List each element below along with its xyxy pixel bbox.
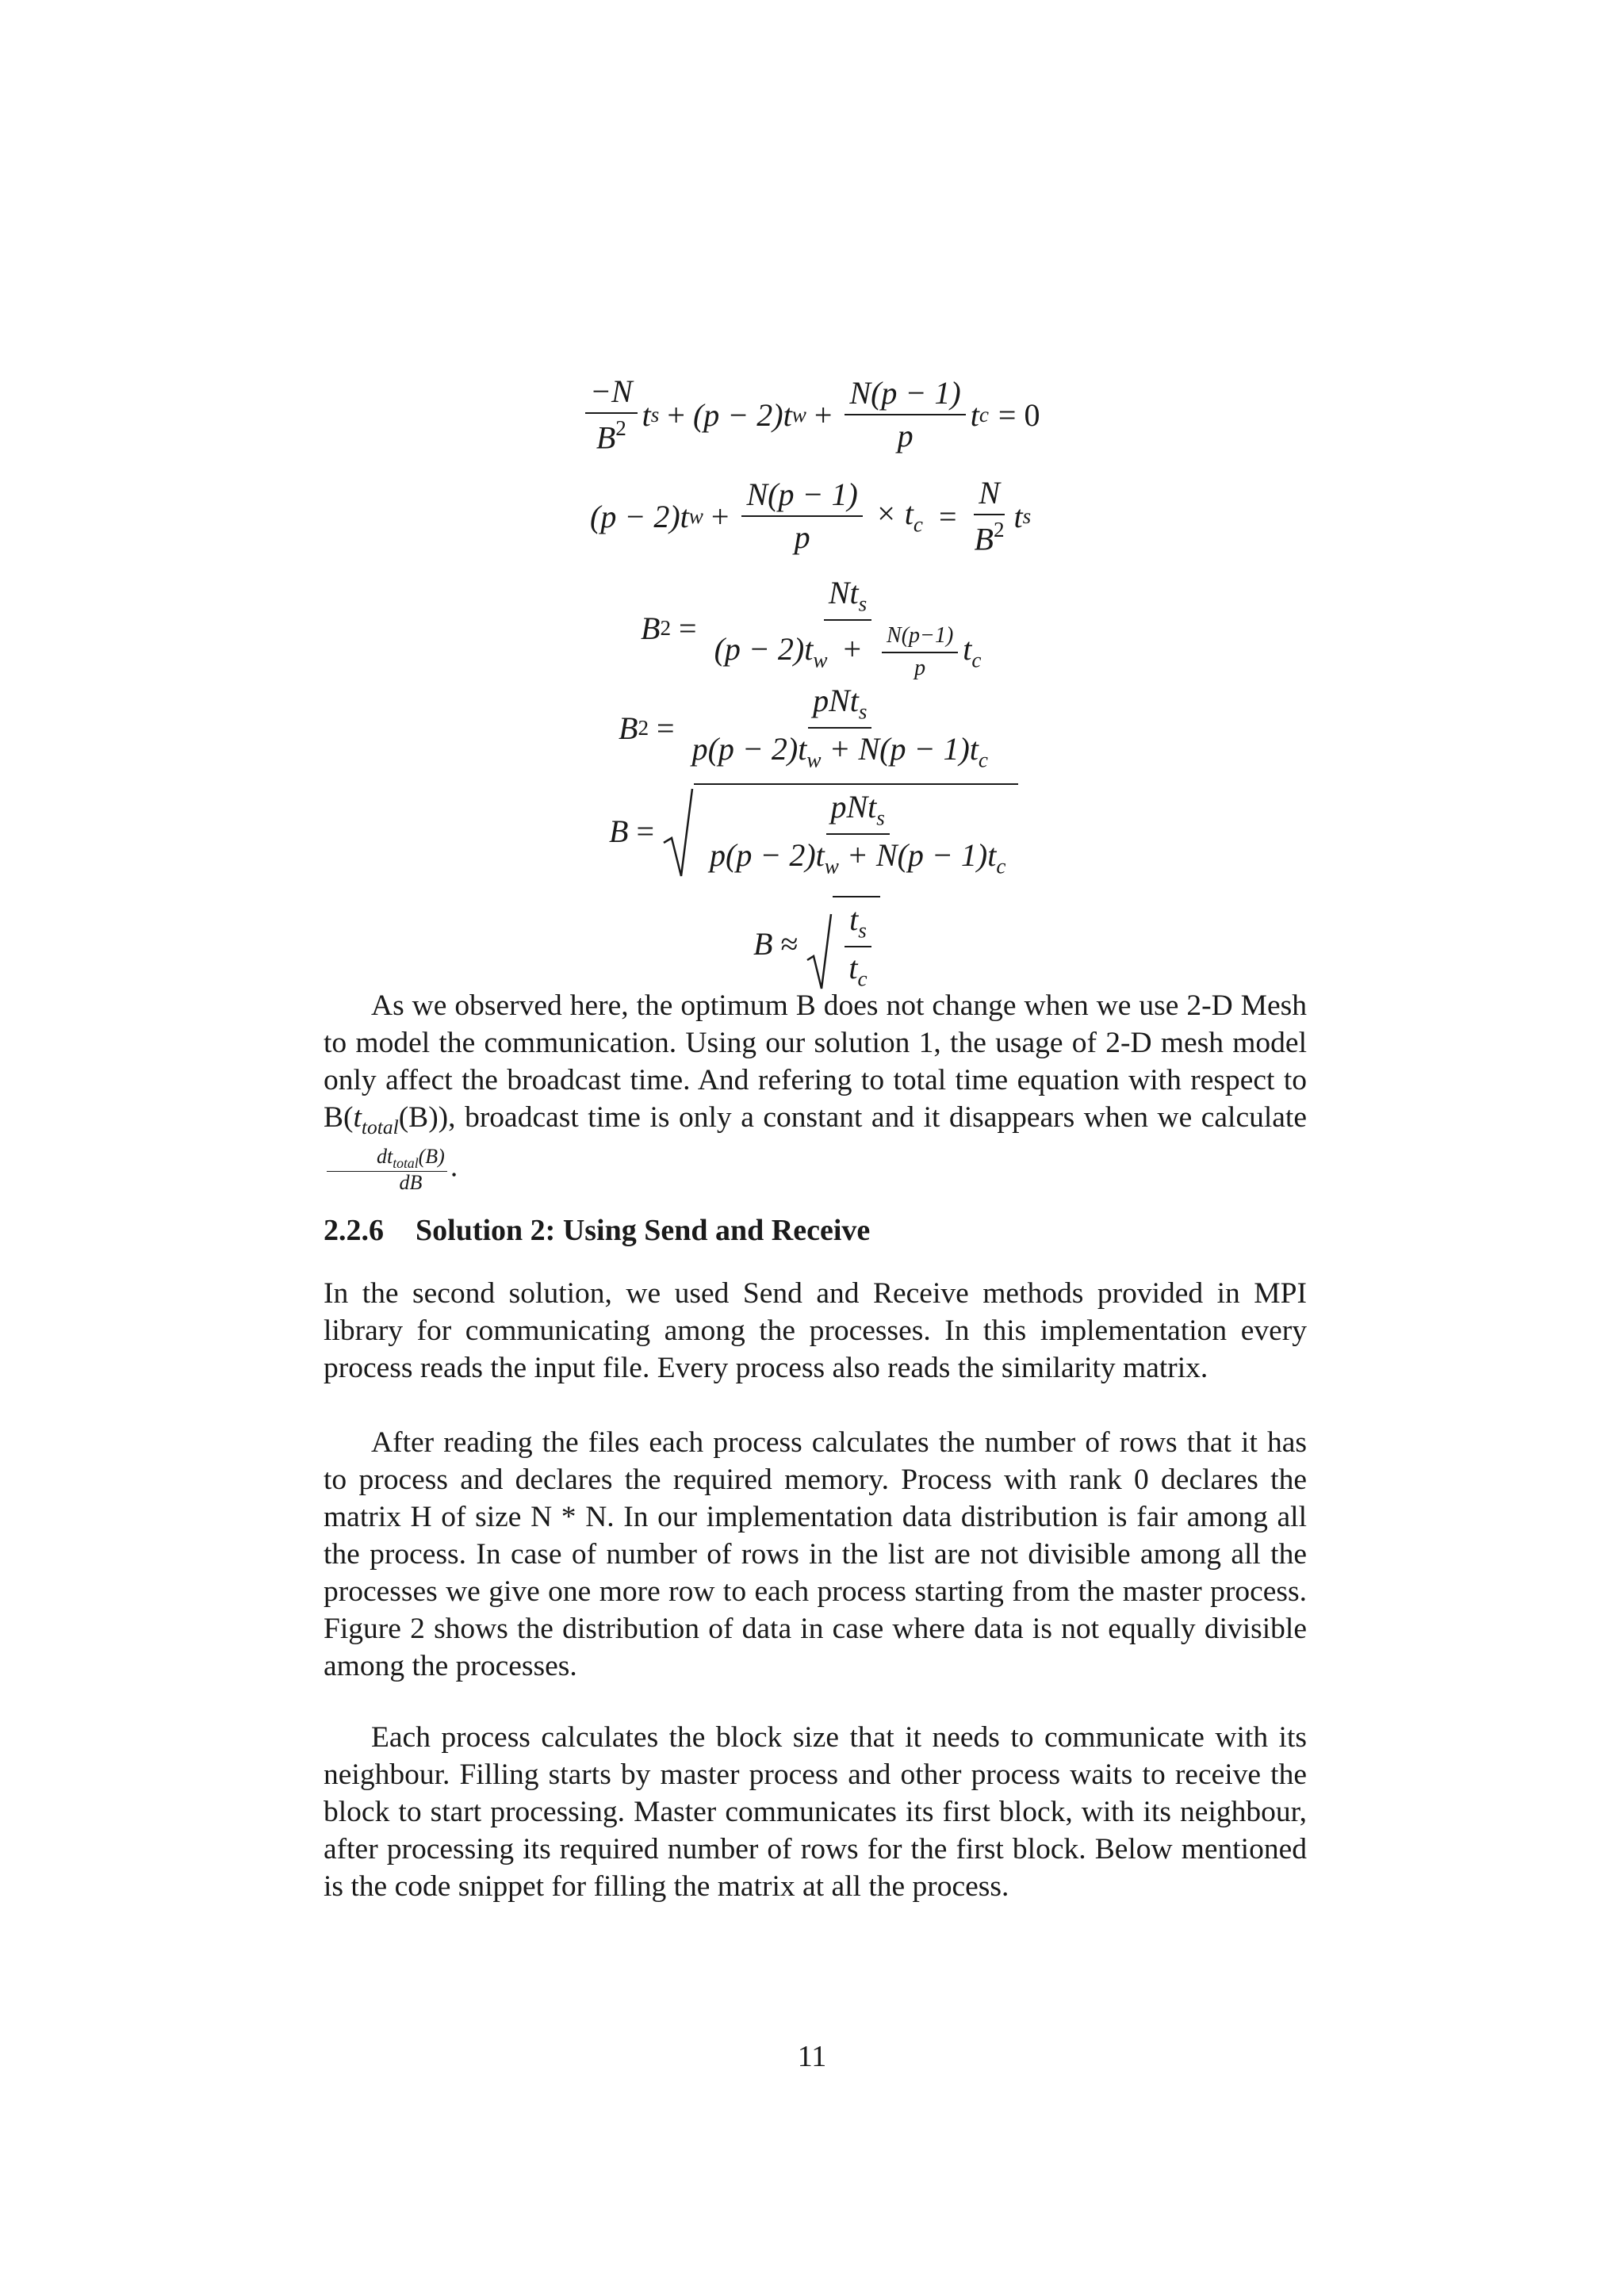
fraction: $\frac{pNt_s}{p(p - 2)t_w + N(p - 1)t_c}$ [691, 683, 988, 772]
fraction: $\frac{t_s}{t_c}$ [844, 902, 871, 992]
section-number: 2.2.6 [324, 1214, 384, 1247]
fraction: $\frac{pNt_s}{p(p - 2)t_w + N(p - 1)t_c}$ [710, 789, 1006, 878]
section-title: Solution 2: Using Send and Receive [416, 1214, 871, 1247]
fraction: $\frac{N(p - 1)}{p}$ [741, 477, 862, 555]
radical-sign [806, 896, 833, 992]
equation-2: (p − 2)t w + $\frac{N(p - 1)}{p}$ × $t_c$ = $\frac{N}{B^2}$ t s [590, 475, 1032, 557]
paragraph-optimum-b: As we observed here, the optimum B does not change when we use 2-D Mesh to model the communication. Using our solution 1, the usage of 2-D mesh model only affect the broadcast time. And refering to total time equation with respect to $B(t_{total}(B))$, broadcast time is only a constant and it disappears when we calculate $\frac{dt_{total}(B)}{dB}$ . [324, 989, 1307, 1194]
fraction: $\frac{-N}{B^2}$ [585, 374, 638, 455]
fraction: $\frac{N(p - 1)}{p}$ [845, 376, 965, 453]
square-root [662, 783, 1018, 879]
square-root [806, 896, 879, 992]
equation-5: B = $\frac{pNt_s}{p(p - 2)t_w + N(p - 1)t_c}$ [609, 783, 1018, 879]
page-number: 11 [797, 2040, 827, 2073]
equation-4: B 2 = $\frac{pNt_s}{p(p - 2)t_w + N(p - 1)t_c}$ [619, 683, 998, 773]
paragraph-block-communication: Each process calculates the block size that it needs to communicate with its neighbour. Filling starts by master process and other process waits to receive the block to start processing. Master communicates its first block, with its neighbour, after processing its required number of rows for the first block. Below mentioned is the code snippet for filling the matrix at all the process. [324, 1721, 1307, 1903]
fraction: $\frac{N}{B^2}$ [974, 475, 1005, 557]
inline-fraction: $\frac{dt_{total}(B)}{dB}$ [327, 1146, 447, 1193]
equation-1: $\frac{-N}{B^2}$ t s + (p − 2)t w + $\frac{N(p - 1)}{p}$ t c = 0 [580, 374, 1040, 455]
section-heading [324, 1213, 870, 1248]
paragraph-solution-2-intro: In the second solution, we used Send and Receive methods provided in MPI library for communicating among the processes. In this implementation every process reads the input file. Every process also reads the similarity matrix. [324, 1277, 1307, 1384]
equation-6: B ≈ $\frac{t_s}{t_c}$ [753, 896, 880, 992]
inner-fraction: $\frac{N(p-1)}{p}$ [882, 624, 958, 681]
fraction: $Nt_s$ $(p - 2)t_w$ + $\frac{N(p-1)}{p}$ $t_c$ [714, 575, 982, 681]
paragraph-data-distribution: After reading the files each process calculates the number of rows that it has to process and declares the required memory. Process with rank 0 declares the matrix H of size N * N. In our implementation data distribution is fair among all the process. In case of number of rows in the list are not divisible among all the processes we give one more row to each process starting from the master process. Figure 2 shows the distribution of data in case where data is not equally divisible among the processes. [324, 1426, 1307, 1682]
equation-3: B 2 = $Nt_s$ $(p - 2)t_w$ + $\frac{N(p-1)}{p}$ $t_c$ [641, 576, 990, 681]
radical-sign [662, 783, 694, 879]
